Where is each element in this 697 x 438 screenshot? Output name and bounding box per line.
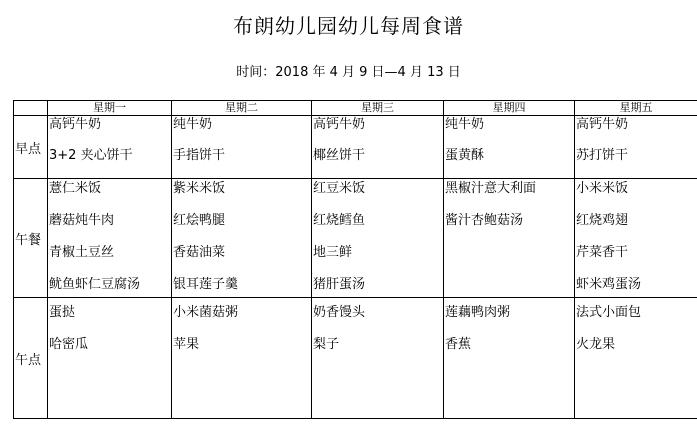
menu-item: 纯牛奶 xyxy=(445,117,485,133)
meal-label: 午点 xyxy=(14,298,48,419)
menu-item: 紫米米饭 xyxy=(173,181,226,197)
menu-item: 芹菜香干 xyxy=(576,245,629,261)
menu-item: 蛋挞 xyxy=(49,305,76,321)
meal-label: 午餐 xyxy=(14,179,48,298)
meal-row-breakfast xyxy=(14,116,697,179)
menu-item: 莲藕鸭肉粥 xyxy=(445,305,511,321)
menu-item: 纯牛奶 xyxy=(173,117,213,133)
menu-cell xyxy=(312,298,444,419)
menu-cell xyxy=(575,116,697,179)
header-row xyxy=(14,101,697,116)
menu-item: 哈密瓜 xyxy=(49,337,89,353)
menu-item: 酱汁杏鲍菇汤 xyxy=(445,213,524,229)
menu-cell xyxy=(444,298,575,419)
menu-item: 法式小面包 xyxy=(576,305,642,321)
menu-item: 苹果 xyxy=(173,337,200,353)
menu-cell xyxy=(575,179,697,298)
meal-row-lunch xyxy=(14,179,697,298)
menu-item: 地三鲜 xyxy=(313,245,353,261)
menu-cell xyxy=(312,179,444,298)
day-header-wed: 星期三 xyxy=(312,101,444,116)
menu-item: 手指饼干 xyxy=(173,148,226,164)
menu-item: 黑椒汁意大利面 xyxy=(445,181,537,197)
menu-item: 奶香馒头 xyxy=(313,305,366,321)
day-header-thu: 星期四 xyxy=(444,101,575,116)
menu-item: 椰丝饼干 xyxy=(313,148,366,164)
menu-item: 蛋黄酥 xyxy=(445,148,485,164)
menu-item: 香菇油菜 xyxy=(173,245,226,261)
menu-item: 高钙牛奶 xyxy=(576,117,629,133)
menu-item: 高钙牛奶 xyxy=(313,117,366,133)
menu-item: 虾米鸡蛋汤 xyxy=(576,277,642,293)
menu-item: 薏仁米饭 xyxy=(49,181,102,197)
menu-cell xyxy=(444,116,575,179)
menu-item: 红豆米饭 xyxy=(313,181,366,197)
menu-cell xyxy=(575,298,697,419)
day-header-mon: 星期一 xyxy=(48,101,172,116)
menu-item: 苏打饼干 xyxy=(576,148,629,164)
menu-item: 香蕉 xyxy=(445,337,472,353)
menu-item: 蘑菇炖牛肉 xyxy=(49,213,115,229)
menu-item: 梨子 xyxy=(313,337,340,353)
menu-item: 鱿鱼虾仁豆腐汤 xyxy=(49,277,141,293)
weekly-menu-table xyxy=(13,100,697,419)
menu-item: 3+2 夹心饼干 xyxy=(49,148,133,164)
menu-item: 青椒土豆丝 xyxy=(49,245,115,261)
menu-cell xyxy=(444,179,575,298)
corner-cell xyxy=(14,101,48,116)
menu-cell xyxy=(48,116,172,179)
menu-item: 猪肝蛋汤 xyxy=(313,277,366,293)
day-header-tue: 星期二 xyxy=(172,101,312,116)
menu-item: 红烧鸡翅 xyxy=(576,213,629,229)
page-title: 布朗幼儿园幼儿每周食谱 xyxy=(233,14,464,38)
meal-row-afternoon-snack xyxy=(14,298,697,419)
menu-item: 小米菌菇粥 xyxy=(173,305,239,321)
menu-cell xyxy=(172,116,312,179)
menu-item: 火龙果 xyxy=(576,337,616,353)
menu-cell xyxy=(48,298,172,419)
date-range: 时间：2018 年 4 月 9 日—4 月 13 日 xyxy=(236,65,461,80)
day-header-fri: 星期五 xyxy=(575,101,697,116)
menu-cell xyxy=(48,179,172,298)
meal-label: 早点 xyxy=(14,116,48,179)
menu-item: 小米米饭 xyxy=(576,181,629,197)
menu-cell xyxy=(172,179,312,298)
menu-item: 银耳莲子羹 xyxy=(173,277,239,293)
menu-cell xyxy=(172,298,312,419)
menu-item: 红烩鸭腿 xyxy=(173,213,226,229)
menu-cell xyxy=(312,116,444,179)
menu-item: 高钙牛奶 xyxy=(49,117,102,133)
menu-item: 红烧鳕鱼 xyxy=(313,213,366,229)
